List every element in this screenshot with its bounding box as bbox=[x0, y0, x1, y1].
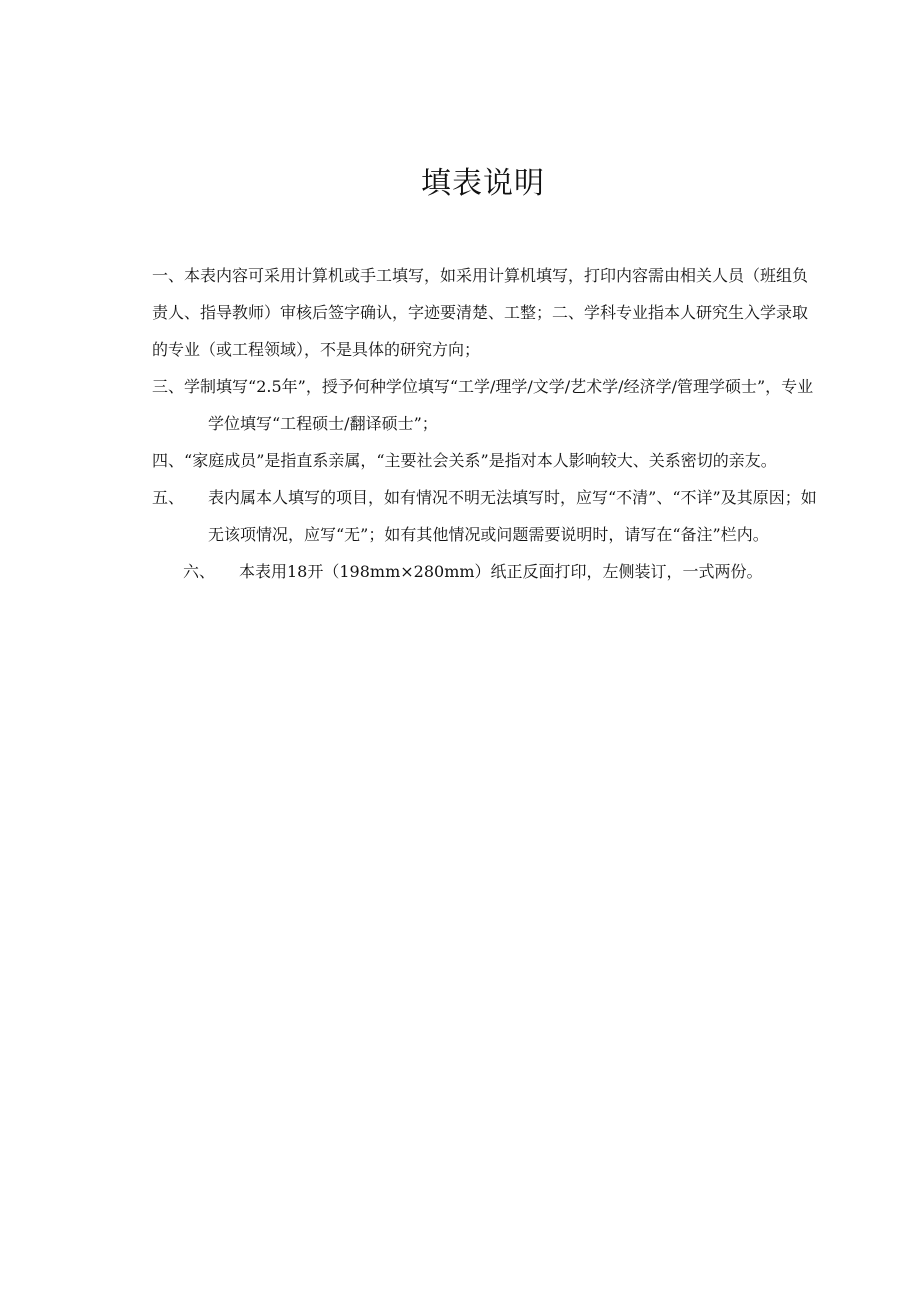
page-title: 填表说明 bbox=[421, 166, 545, 201]
item-text: 表内属本人填写的项目，如有情况不明无法填写时，应写“不清”、“不详”及其原因；如无该项情况，应写“无”；如有其他情况或问题需要说明时，请写在“备注”栏内。 bbox=[208, 488, 817, 544]
item-text: “家庭成员”是指直系亲属，“主要社会关系”是指对本人影响较大、关系密切的亲友。 bbox=[184, 451, 777, 470]
item-text: 本表内容可采用计算机或手工填写，如采用计算机填写，打印内容需由相关人员（班组负责人、指导教师）审核后签字确认，字迹要清楚、工整；二、学科专业指本人研究生入学录取的专业（或工程领域），不是具体的研究方向； bbox=[152, 266, 809, 359]
instruction-item-6 bbox=[152, 553, 820, 590]
instruction-item-4 bbox=[152, 442, 820, 479]
instruction-item-3 bbox=[152, 368, 820, 442]
item-marker: 五、 bbox=[152, 488, 185, 507]
item-marker: 六、 bbox=[183, 562, 216, 581]
item-text: 本表用18开（198mm×280mm）纸正反面打印，左侧装订，一式两份。 bbox=[239, 562, 763, 581]
item-marker: 一、 bbox=[152, 266, 185, 285]
instruction-item-5 bbox=[152, 479, 820, 553]
instructions-list bbox=[152, 257, 820, 590]
instruction-item-1 bbox=[152, 257, 820, 368]
item-marker: 三、 bbox=[152, 377, 185, 396]
item-marker: 四、 bbox=[152, 451, 185, 470]
item-text: 学制填写“2.5年”，授予何种学位填写“工学/理学/文学/艺术学/经济学/管理学硕士”，专业学位填写“工程硕士/翻译硕士”； bbox=[184, 377, 814, 433]
